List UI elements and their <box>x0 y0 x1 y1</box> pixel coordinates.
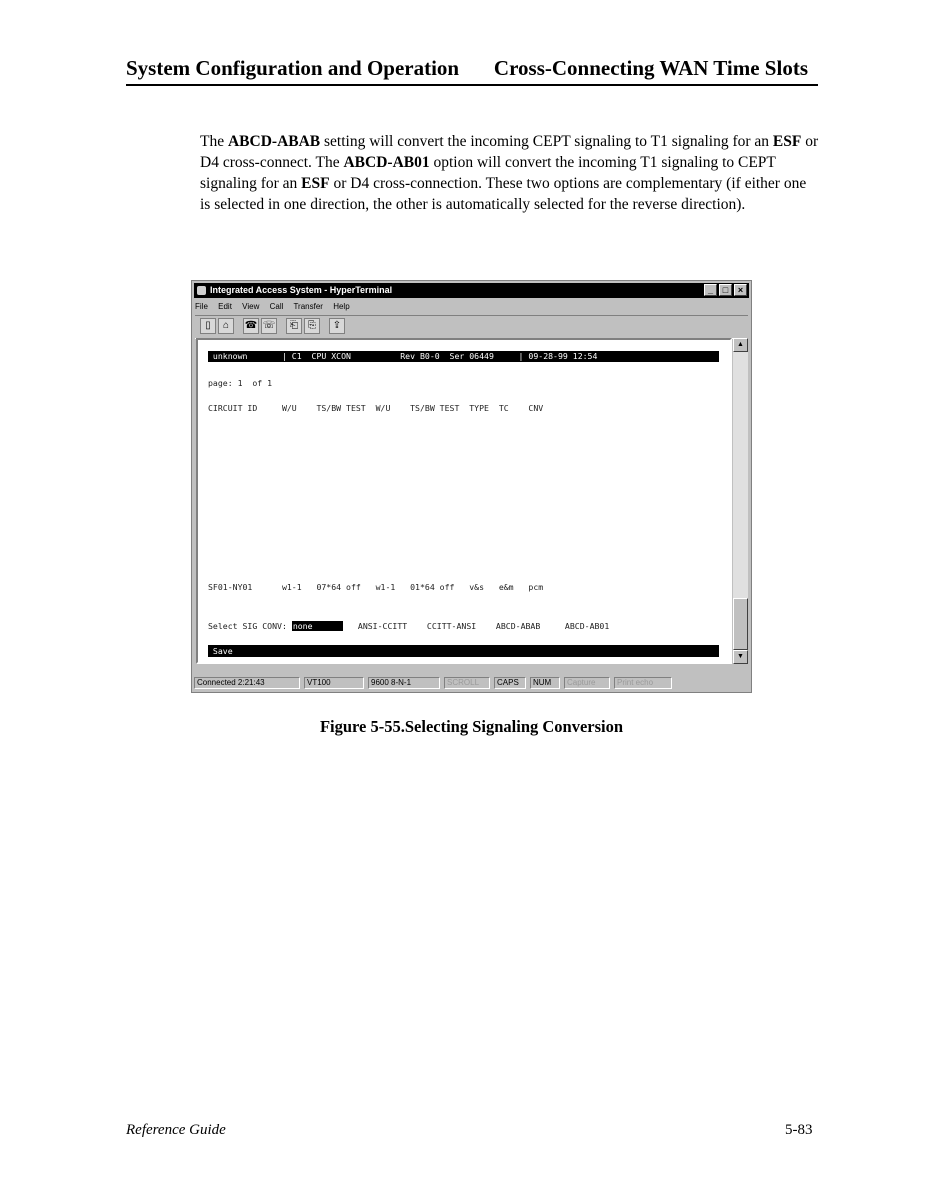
para-text: or D4 cross-connection. These two options are complementary (if either one is selected in one direction, the other is automatically selected for the reverse direction). <box>200 175 807 213</box>
status-connected: Connected 2:21:43 <box>194 677 300 689</box>
scroll-thumb[interactable] <box>733 598 748 650</box>
send-icon[interactable]: ⇪ <box>329 318 345 334</box>
signaling-conversion-selector <box>208 621 609 631</box>
window-titlebar[interactable] <box>194 283 749 298</box>
para-bold: ESF <box>772 133 802 150</box>
status-capture: Capture <box>564 677 610 689</box>
scroll-down-icon[interactable]: ▼ <box>733 650 748 664</box>
menu-file[interactable]: File <box>195 302 208 311</box>
print-icon[interactable]: ☎ <box>243 318 259 334</box>
minimize-button[interactable]: _ <box>704 284 717 296</box>
close-button[interactable]: × <box>734 284 747 296</box>
body-paragraph <box>200 131 820 215</box>
para-bold: ABCD-ABAB <box>227 133 321 150</box>
para-text: or D4 cross-connect. The <box>200 133 819 171</box>
header-topic-title: Cross-Connecting WAN Time Slots <box>493 56 808 80</box>
para-bold: ESF <box>301 175 330 192</box>
status-emulation: VT100 <box>304 677 364 689</box>
terminal-column-headers: CIRCUIT ID W/U TS/BW TEST W/U TS/BW TEST TYPE TC CNV <box>208 403 544 413</box>
para-bold: ABCD-AB01 <box>343 154 430 171</box>
properties-icon[interactable]: ☏ <box>261 318 277 334</box>
figure-caption-text: Figure 5-55.Selecting Signaling Conversion <box>319 717 624 736</box>
select-sig-conv-label: Select SIG CONV: <box>208 621 292 631</box>
figure-caption <box>0 717 925 737</box>
terminal-page-line: page: 1 of 1 <box>208 378 273 388</box>
menu-view[interactable]: View <box>242 302 260 311</box>
para-text: option will convert the incoming T1 signaling to CEPT signaling for an <box>200 154 776 192</box>
status-caps: CAPS <box>494 677 526 689</box>
sig-conv-current-value[interactable]: none <box>292 621 343 631</box>
scroll-up-icon[interactable]: ▲ <box>733 338 748 352</box>
menu-call[interactable]: Call <box>269 302 284 311</box>
hyperterminal-window <box>191 280 752 693</box>
menu-edit[interactable]: Edit <box>218 302 232 311</box>
status-scroll: SCROLL <box>444 677 490 689</box>
hyperterminal-app-icon <box>197 286 206 295</box>
connect-icon[interactable]: ⎗ <box>286 318 302 334</box>
disconnect-icon[interactable]: ⎘ <box>304 318 320 334</box>
toolbar <box>195 315 748 339</box>
menu-bar <box>195 300 358 313</box>
vertical-scrollbar[interactable] <box>733 338 748 664</box>
footer-page-number: 5-83 <box>785 1122 813 1138</box>
window-controls <box>702 284 747 297</box>
para-text: setting will convert the incoming CEPT signaling to T1 signaling for an <box>320 133 773 150</box>
status-print-echo: Print echo <box>614 677 672 689</box>
save-command-bar[interactable]: Save <box>208 645 719 657</box>
header-section-title: System Configuration and Operation <box>126 56 460 80</box>
terminal-screen[interactable] <box>196 338 732 664</box>
status-num: NUM <box>530 677 560 689</box>
status-bar <box>194 677 749 690</box>
status-settings: 9600 8-N-1 <box>368 677 440 689</box>
menu-transfer[interactable]: Transfer <box>293 302 323 311</box>
terminal-circuit-row: SF01-NY01 w1-1 07*64 off w1-1 01*64 off v&s e&m pcm <box>208 582 544 592</box>
sig-conv-options[interactable]: ANSI-CCITT CCITT-ANSI ABCD-ABAB ABCD-AB01 <box>343 621 610 631</box>
terminal-status-line: unknown | C1 CPU XCON Rev B0-0 Ser 06449 | 09-28-99 12:54 <box>208 351 719 362</box>
window-title: Integrated Access System - HyperTerminal <box>210 285 393 295</box>
para-text: The <box>200 133 228 150</box>
page-header <box>126 56 818 86</box>
maximize-button[interactable]: □ <box>719 284 732 296</box>
open-icon[interactable]: ⌂ <box>218 318 234 334</box>
footer-guide-title: Reference Guide <box>126 1122 226 1138</box>
new-icon[interactable]: ▯ <box>200 318 216 334</box>
menu-help[interactable]: Help <box>333 302 350 311</box>
